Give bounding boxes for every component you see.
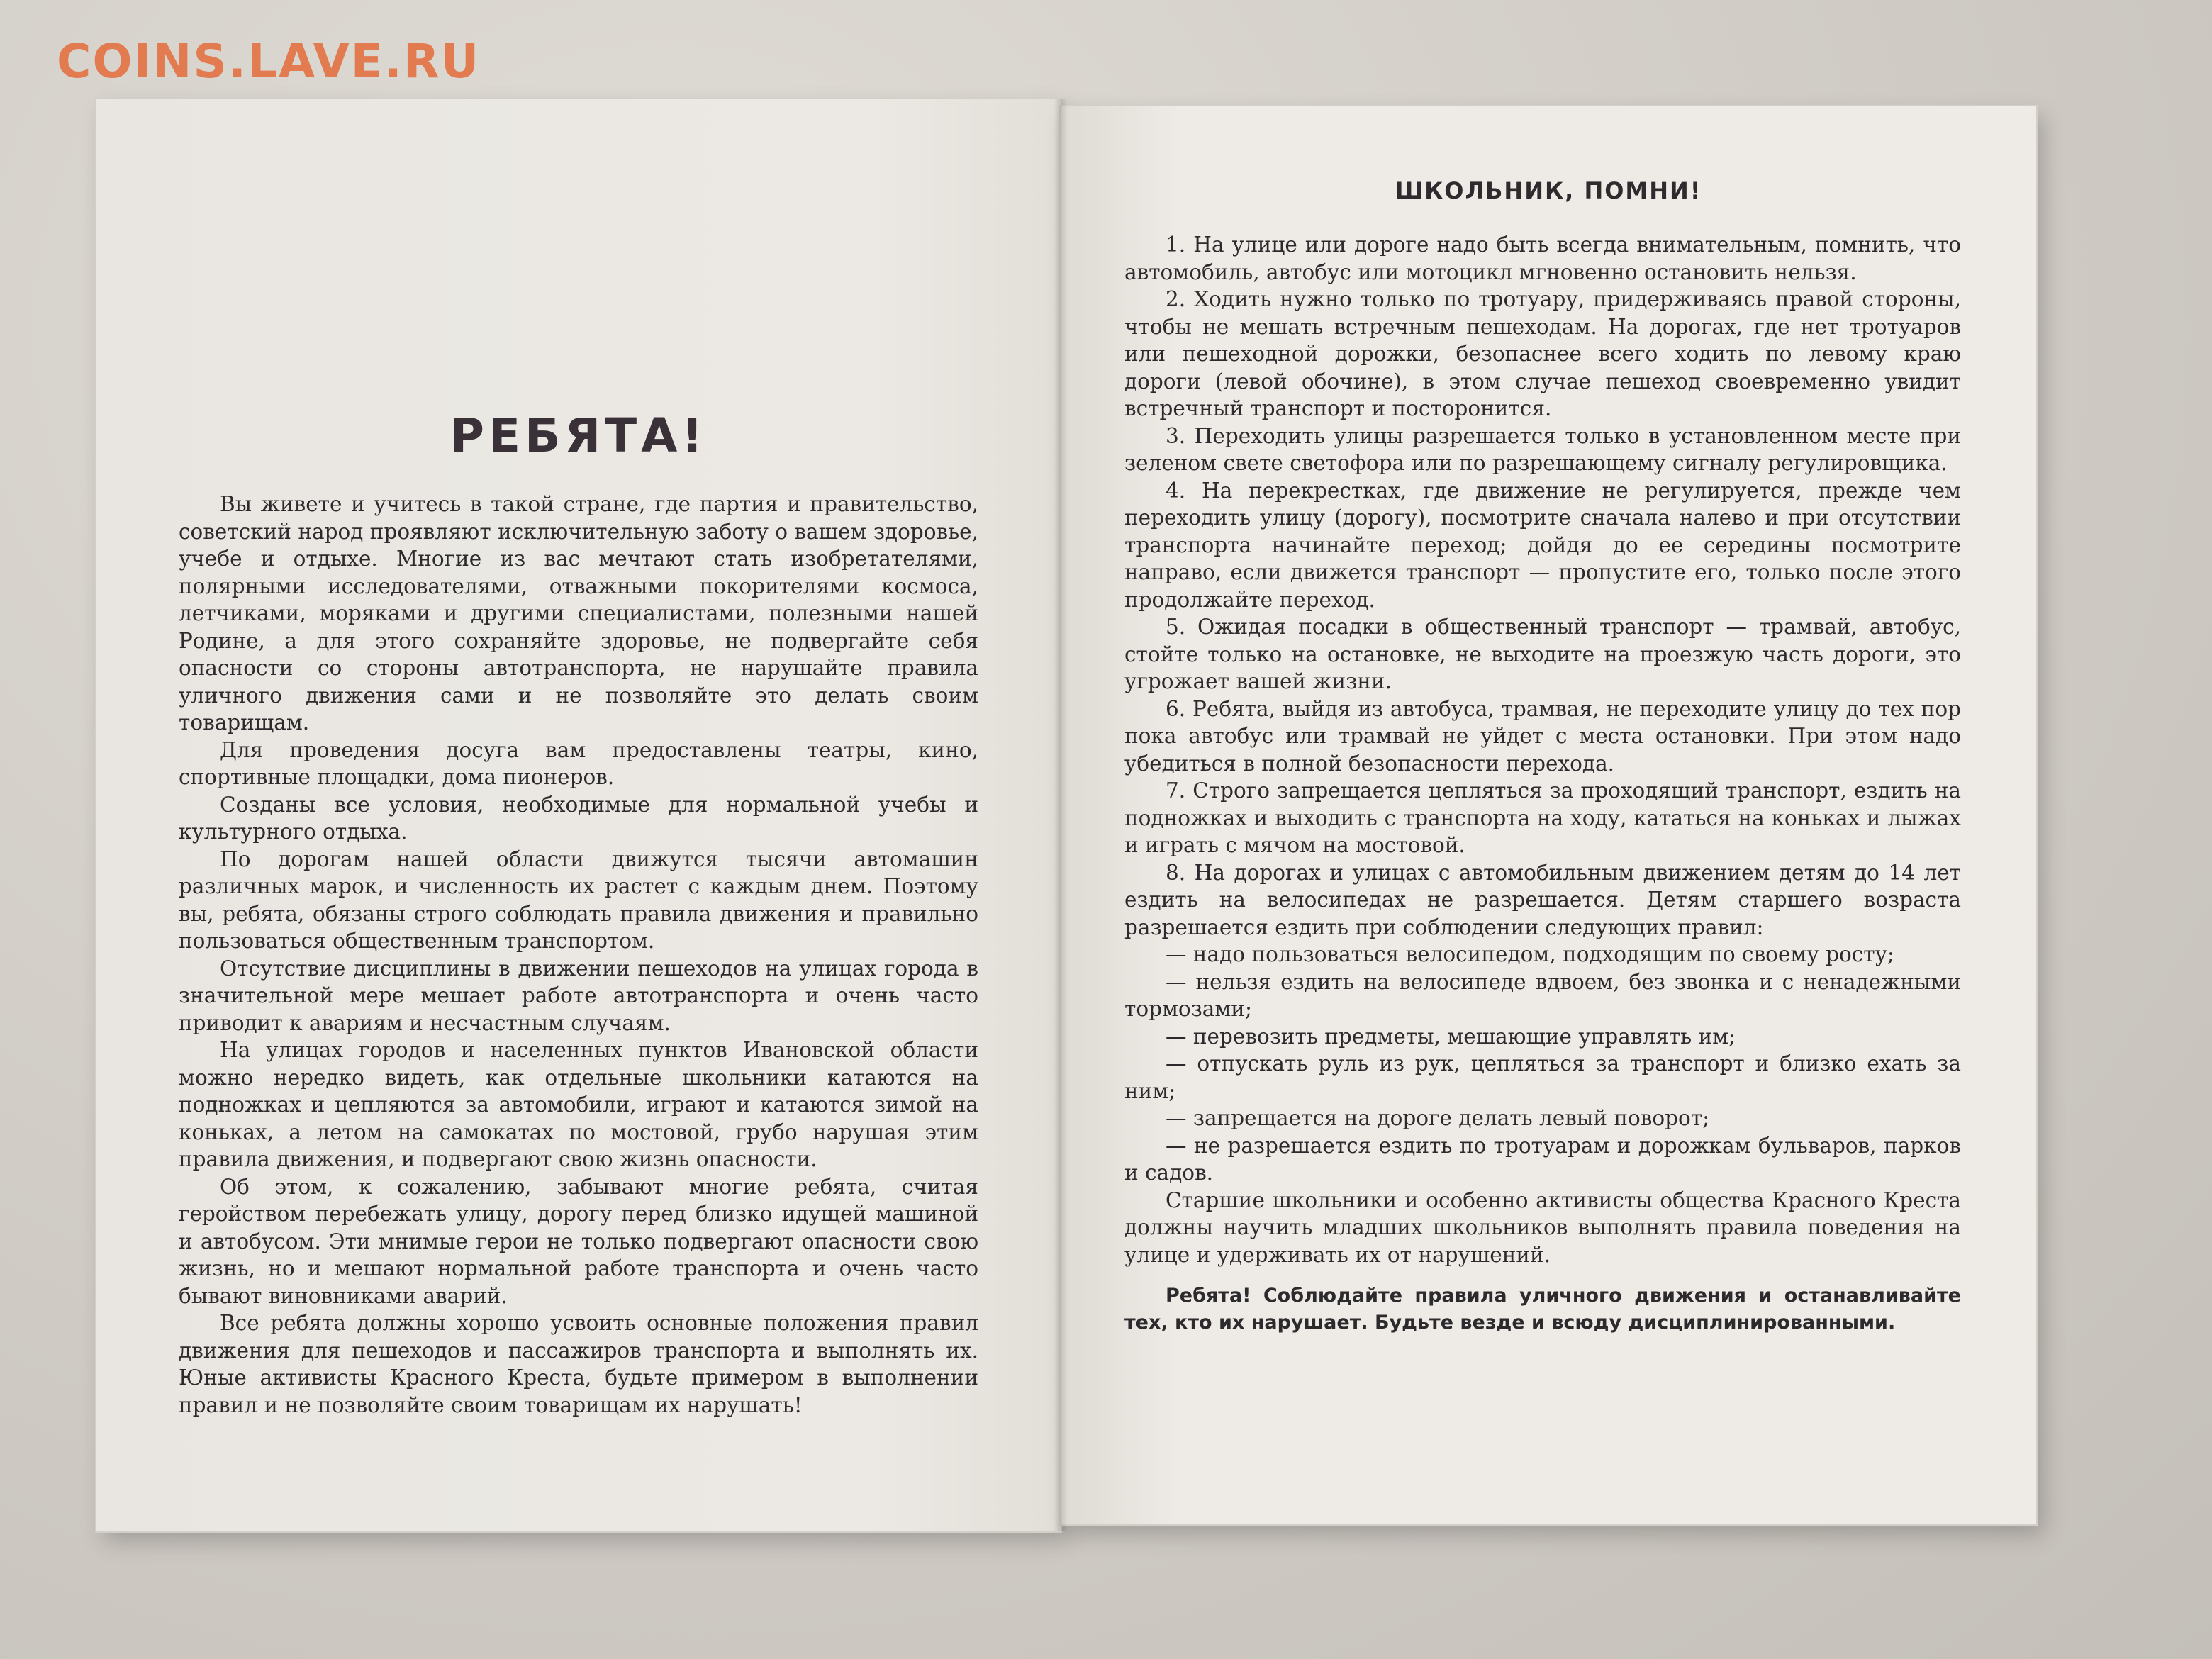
- bicycle-rule: — не разрешается ездить по тротуарам и дорожкам бульваров, парков и садов.: [1124, 1133, 1961, 1185]
- bicycle-rule: — нельзя ездить на велосипеде вдвоем, без звонка и с ненадежными тормозами;: [1124, 969, 1961, 1021]
- watermark-text: COINS.LAVE.RU: [57, 34, 481, 89]
- rule-paragraph: 8. На дорогах и улицах с автомобильным движением детям до 14 лет ездить на велосипедах не разрешается. Детям старшего возраста разрешается ездить при соблюдении следующих правил:: [1124, 860, 1961, 939]
- rule-paragraph: 5. Ожидая посадки в общественный транспорт — трамвай, автобус, стойте только на остановке, не выходите на проезжую часть дороги, это угрожает вашей жизни.: [1124, 615, 1961, 693]
- rule-paragraph: Старшие школьники и особенно активисты общества Красного Креста должны научить младших школьников выполнять правила поведения на улице и удерживать их от нарушений.: [1124, 1188, 1961, 1267]
- left-paragraph: Отсутствие дисциплины в движении пешеходов на улицах города в значительной мере мешает работе автотранспорта и очень часто приводит к авариям и несчастным случаям.: [179, 956, 978, 1035]
- left-paragraph: По дорогам нашей области движутся тысячи автомашин различных марок, и численность их растет с каждым днем. Поэтому вы, ребята, обязаны строго соблюдать правила движения и правильно пользоваться общественным транспортом.: [179, 847, 978, 953]
- rule-paragraph: 2. Ходить нужно только по тротуару, придерживаясь правой стороны, чтобы не мешать встречным пешеходам. На дорогах, где нет тротуаров или пешеходной дорожки, безопаснее всего ходить по левому краю дороги (левой обочине), в этом случае пешеход своевременно увидит встречный транспорт и посторонится.: [1124, 287, 1961, 420]
- right-page: [1061, 106, 2036, 1524]
- right-page-title: ШКОЛЬНИК, ПОМНИ!: [1395, 177, 1702, 204]
- rule-paragraph: 1. На улице или дороге надо быть всегда внимательным, помнить, что автомобиль, автобус или мотоцикл мгновенно остановить нельзя.: [1124, 233, 1961, 284]
- left-page-title: РЕБЯТА!: [449, 408, 708, 463]
- booklet-fold: [1054, 99, 1068, 1531]
- left-paragraph: Вы живете и учитесь в такой стране, где партия и правительство, советский народ проявляют исключительную заботу о вашем здоровье, учебе и отдыхе. Многие из вас мечтают стать изобретателями, полярными исследователями, отважными покорителями космоса, летчиками, моряками и другими специалистами, полезными нашей Родине, а для этого сохраняйте здоровье, не подвергайте себя опасности со стороны автотранспорта, не нарушайте правила уличного движения сами и не позволяйте это делать своим товарищам.: [179, 492, 978, 734]
- left-paragraph: Все ребята должны хорошо усвоить основные положения правил движения для пешеходов и пассажиров транспорта и выполнять их. Юные активисты Красного Креста, будьте примером в выполнении правил и не позволяйте своим товарищам их нарушать!: [179, 1311, 978, 1417]
- left-paragraph: Для проведения досуга вам предоставлены театры, кино, спортивные площадки, дома пионеров.: [179, 737, 978, 789]
- left-paragraph: Об этом, к сожалению, забывают многие ребята, считая геройством перебежать улицу, дорогу перед близко идущей машиной и автобусом. Эти мнимые герои не только подвергают опасности свою жизнь, но и мешают нормальной работе транспорта и очень часто бывают виновниками аварий.: [179, 1174, 978, 1308]
- right-page-body: [1124, 231, 1961, 1336]
- rule-paragraph: 6. Ребята, выйдя из автобуса, трамвая, не переходите улицу до тех пор пока автобус или трамвай не уйдет с места остановки. При этом надо убедиться в полной безопасности перехода.: [1124, 696, 1961, 776]
- left-paragraph: Созданы все условия, необходимые для нормальной учебы и культурного отдыха.: [179, 792, 978, 844]
- bicycle-rule: — запрещается на дороге делать левый поворот;: [1166, 1106, 1710, 1130]
- rule-paragraph: 4. На перекрестках, где движение не регулируется, прежде чем переходить улицу (дорогу), посмотрите сначала налево и при отсутствии транспорта начинайте переход; дойдя до ее середины посмотрите направо, если движется транспорт — пропустите его, только после этого продолжайте переход.: [1124, 478, 1961, 612]
- left-page-body: [179, 491, 978, 1419]
- bicycle-rule: — перевозить предметы, мешающие управлять им;: [1166, 1024, 1736, 1049]
- left-page: [96, 99, 1061, 1531]
- rule-paragraph: 7. Строго запрещается цепляться за проходящий транспорт, ездить на подножках и выходить с транспорта на ходу, кататься на коньках и лыжах и играть с мячом на мостовой.: [1124, 778, 1961, 857]
- bicycle-rule: — надо пользоваться велосипедом, подходящим по своему росту;: [1166, 942, 1894, 966]
- closing-appeal: Ребята! Соблюдайте правила уличного движения и останавливайте тех, кто их нарушает. Будьте везде и всюду дисциплинированными.: [1124, 1285, 1961, 1334]
- left-paragraph: На улицах городов и населенных пунктов Ивановской области можно нередко видеть, как отдельные школьники катаются на подножках и цепляются за автомобили, играют и катаются зимой на коньках, а летом на самокатах по мостовой, грубо нарушая этим правила движения, и подвергают свою жизнь опасности.: [179, 1038, 978, 1171]
- rule-paragraph: 3. Переходить улицы разрешается только в установленном месте при зеленом свете светофора или по разрешающему сигналу регулировщика.: [1124, 423, 1961, 475]
- bicycle-rule: — отпускать руль из рук, цепляться за транспорт и близко ехать за ним;: [1124, 1051, 1961, 1103]
